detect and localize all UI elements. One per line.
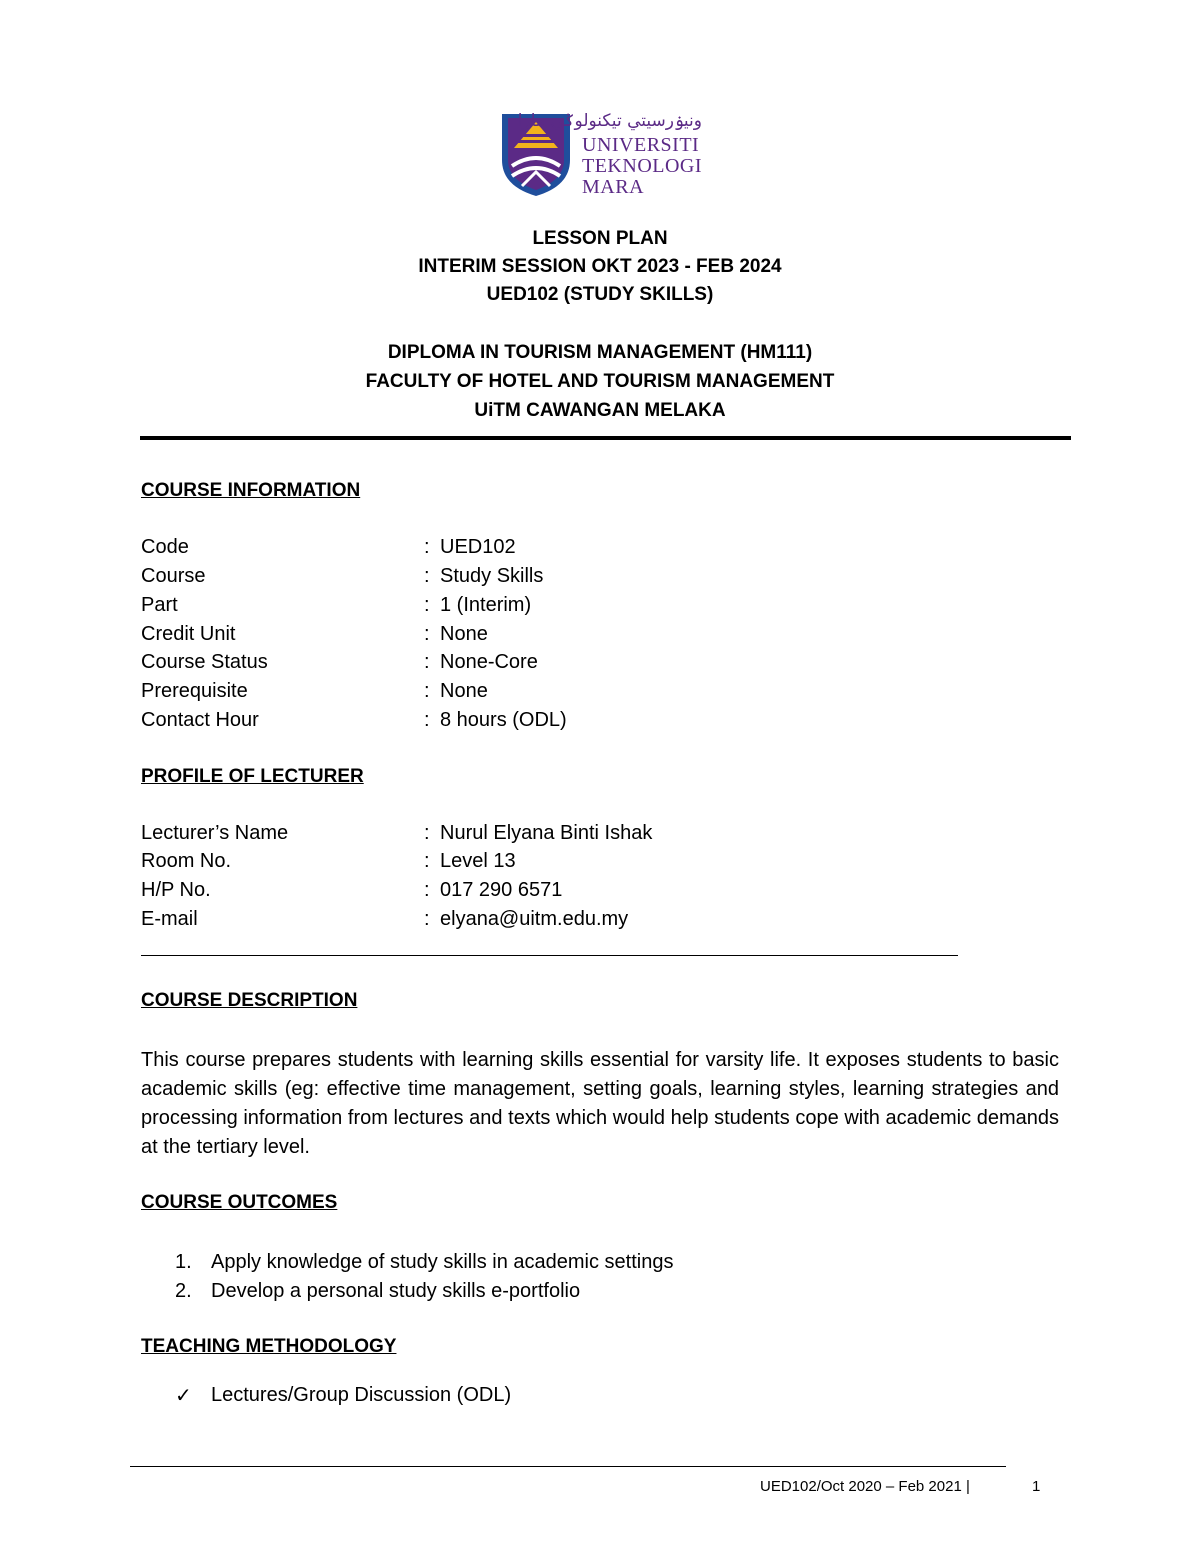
description-text: This course prepares students with learning skills essential for varsity life. It exposes students to basic academic skills (eg: effective time management, setting goals, learning styles, learning strategies and processing information from lectures and texts which would help students cope with academic demands at the tertiary level.: [141, 1049, 1059, 1158]
list-text: Apply knowledge of study skills in academic settings: [211, 1251, 674, 1273]
info-separator: :: [424, 680, 430, 702]
info-value: None: [440, 623, 488, 645]
info-separator: :: [424, 594, 430, 616]
list-number: 2.: [175, 1280, 192, 1302]
lecturer-separator: :: [424, 822, 430, 844]
info-separator: :: [424, 536, 430, 558]
info-label: Contact Hour: [141, 709, 259, 731]
course-info-heading: COURSE INFORMATION: [141, 480, 361, 501]
info-label: Course: [141, 565, 206, 587]
faculty-title: FACULTY OF HOTEL AND TOURISM MANAGEMENT: [365, 371, 835, 392]
campus-title: UiTM CAWANGAN MELAKA: [474, 400, 726, 421]
outcomes-heading: COURSE OUTCOMES: [141, 1192, 338, 1213]
info-value: Study Skills: [440, 565, 544, 587]
list-text: Develop a personal study skills e-portfolio: [211, 1280, 581, 1302]
info-label: Course Status: [141, 651, 268, 673]
info-value: UED102: [440, 536, 516, 558]
footer-text: UED102/Oct 2020 – Feb 2021 |: [760, 1478, 970, 1495]
lecturer-label: H/P No.: [141, 879, 211, 901]
info-label: Credit Unit: [141, 623, 236, 645]
info-label: Code: [141, 536, 189, 558]
doc-title: LESSON PLAN: [532, 228, 668, 249]
list-text: Lectures/Group Discussion (ODL): [211, 1384, 512, 1406]
logo-line-mara: MARA: [582, 176, 645, 198]
info-value: None: [440, 680, 488, 702]
page-number: 1: [1032, 1478, 1041, 1495]
lecturer-value: elyana@uitm.edu.my: [440, 908, 629, 930]
methodology-heading: TEACHING METHODOLOGY: [141, 1336, 397, 1357]
lecturer-label: Lecturer’s Name: [141, 822, 289, 844]
info-separator: :: [424, 709, 430, 731]
info-label: Prerequisite: [141, 680, 248, 702]
lecturer-separator: :: [424, 850, 430, 872]
info-separator: :: [424, 651, 430, 673]
info-value: None-Core: [440, 651, 538, 673]
header-divider: [140, 436, 1071, 440]
lecturer-value: Nurul Elyana Binti Ishak: [440, 822, 653, 844]
lecturer-value: 017 290 6571: [440, 879, 563, 901]
lecturer-label: Room No.: [141, 850, 232, 872]
list-number: 1.: [175, 1251, 192, 1273]
lecturer-heading: PROFILE OF LECTURER: [141, 766, 364, 787]
lecturer-separator: :: [424, 908, 430, 930]
section-divider: [141, 955, 958, 956]
logo-line-teknologi: TEKNOLOGI: [582, 155, 703, 177]
program-title: DIPLOMA IN TOURISM MANAGEMENT (HM111): [387, 342, 813, 363]
info-separator: :: [424, 623, 430, 645]
footer-divider: [130, 1466, 1006, 1467]
lecturer-label: E-mail: [141, 908, 198, 930]
lecturer-separator: :: [424, 879, 430, 901]
description-heading: COURSE DESCRIPTION: [141, 990, 358, 1011]
logo-arabic-text: ونيۏرسيتي تيكنولوݢي مارا: [517, 111, 702, 131]
lecturer-value: Level 13: [440, 850, 516, 872]
course-title: UED102 (STUDY SKILLS): [486, 284, 714, 305]
session-title: INTERIM SESSION OKT 2023 - FEB 2024: [418, 256, 782, 277]
info-value: 8 hours (ODL): [440, 709, 567, 731]
checkmark-icon: ✓: [175, 1383, 192, 1407]
info-label: Part: [141, 594, 178, 616]
logo-line-universiti: UNIVERSITI: [582, 134, 700, 156]
info-value: 1 (Interim): [440, 594, 532, 616]
info-separator: :: [424, 565, 430, 587]
uitm-logo: [498, 110, 708, 198]
